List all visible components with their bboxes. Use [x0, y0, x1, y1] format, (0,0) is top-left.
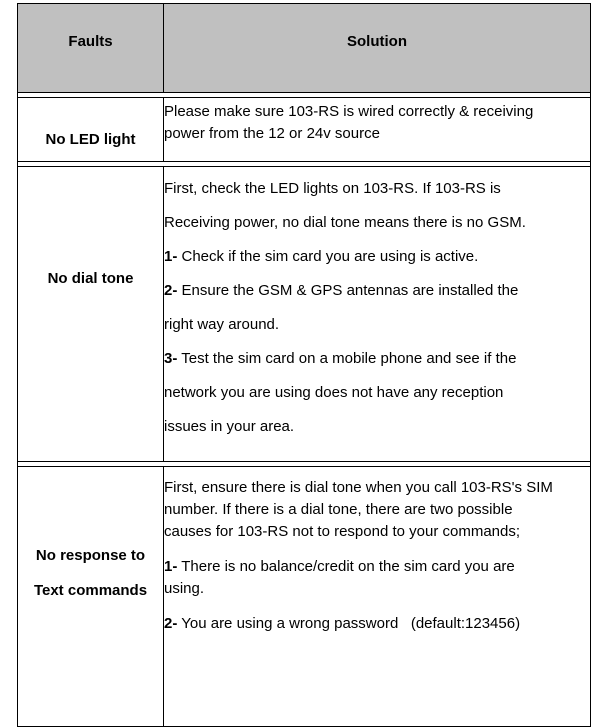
fault-cell: No response to Text commands	[18, 467, 164, 727]
solution-header: Solution	[164, 4, 591, 93]
solution-cell: Please make sure 103-RS is wired correctly & receiving power from the 12 or 24v source	[164, 98, 591, 162]
solution-cell: First, ensure there is dial tone when you call 103-RS's SIM number. If there is a dial tone, there are two possible causes for 103-RS not to respond to your commands; 1- There is no balance/credit on the sim card you are using. 2- You are using a wrong password (default:123456)	[164, 467, 591, 727]
fault-cell: No LED light	[18, 98, 164, 162]
faults-table	[17, 3, 591, 727]
table-header-row	[18, 4, 591, 93]
fault-cell: No dial tone	[18, 167, 164, 462]
solution-cell: First, check the LED lights on 103-RS. If 103-RS is Receiving power, no dial tone means there is no GSM. 1- Check if the sim card you are using is active. 2- Ensure the GSM & GPS antennas are installed the right way around. 3- Test the sim card on a mobile phone and see if the network you are using does not have any reception issues in your area.	[164, 167, 591, 462]
faults-header: Faults	[18, 4, 164, 93]
table-row	[18, 167, 591, 462]
table-row	[18, 467, 591, 727]
table-row	[18, 98, 591, 162]
